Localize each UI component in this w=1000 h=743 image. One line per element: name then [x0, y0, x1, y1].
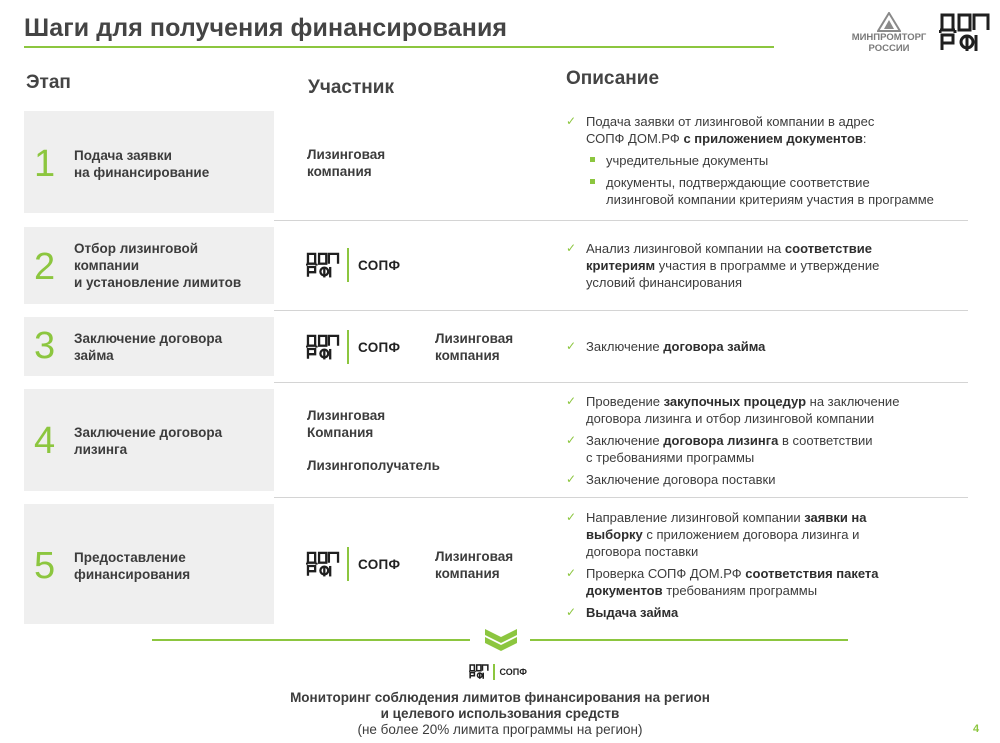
divider-left [152, 639, 470, 641]
check-icon: ✓ [566, 433, 577, 447]
stage-label: Заключение договора лизинга [74, 425, 223, 457]
row-divider [274, 310, 968, 311]
domrf-logo-icon [939, 10, 991, 54]
description-step-3: ✓ Заключение договора займа [566, 339, 766, 354]
participant-lessee: Лизингополучатель [307, 458, 440, 473]
stage-4 [24, 389, 274, 491]
check-icon: ✓ [566, 605, 577, 619]
stage-number: 3 [34, 325, 56, 367]
sopf-label: СОПФ [358, 339, 401, 355]
sopf-label: СОПФ [499, 666, 527, 677]
stage-3 [24, 317, 274, 376]
row-divider [274, 220, 968, 221]
check-icon: ✓ [566, 472, 577, 486]
participant-leasing-company: Лизинговая Компания [307, 408, 386, 440]
minpromtorg-logo [846, 12, 932, 56]
check-icon: ✓ [566, 566, 577, 580]
domrf-logo-icon [306, 249, 340, 281]
bullet-icon [590, 157, 595, 162]
domrf-logo-icon [469, 662, 489, 681]
minpromtorg-name-2: РОССИИ [868, 43, 910, 54]
stage-label: Отбор лизинговой компании и установление лимитов [74, 241, 242, 290]
stage-label: Предоставление финансирования [74, 550, 191, 582]
minpromtorg-name-1: МИНПРОМТОРГ [851, 32, 927, 43]
description-step-2: ✓ Анализ лизинговой компании на соответствие критериям участия в программе и утверждение условий финансирования [566, 241, 880, 290]
sopf-logo [306, 330, 400, 364]
check-icon: ✓ [566, 241, 577, 255]
check-icon: ✓ [566, 510, 577, 524]
row-divider [274, 497, 968, 498]
stage-5 [24, 504, 274, 624]
participant-leasing-company: Лизинговая компания [435, 331, 514, 363]
stage-label: Подача заявки на финансирование [74, 148, 210, 180]
sopf-label: СОПФ [358, 556, 401, 572]
chevron-down-icon [483, 627, 519, 653]
sopf-label: СОПФ [358, 257, 401, 273]
participant-leasing-company: Лизинговая компания [307, 147, 386, 179]
title-underline [24, 46, 774, 48]
divider-right [530, 639, 848, 641]
description-step-1: ✓ Подача заявки от лизинговой компании в адрес СОПФ ДОМ.РФ с приложением документов: учредительные документы документы, подтверждающие соответствие лизинговой компании критериям участия в программе [566, 114, 934, 207]
column-header-stage: Этап [26, 72, 71, 93]
description-step-4: ✓ Проведение закупочных процедур на заключение договора лизинга и отбор лизинговой компании ✓ Заключение договора лизинга в соответствии с требованиями программы ✓ Заключение договора поставки [566, 394, 900, 487]
minpromtorg-logo-icon [877, 12, 901, 32]
column-header-description: Описание [566, 68, 660, 89]
domrf-logo-icon [306, 331, 340, 363]
sopf-logo-small [469, 662, 527, 681]
page-number: 4 [973, 723, 980, 735]
domrf-logo-icon [306, 548, 340, 580]
sopf-logo [306, 547, 400, 581]
stage-number: 5 [34, 545, 56, 587]
row-divider [274, 382, 968, 383]
stage-1 [24, 111, 274, 213]
participant-leasing-company: Лизинговая компания [435, 549, 514, 581]
bullet-icon [590, 179, 595, 184]
monitoring-text: Мониторинг соблюдения лимитов финансирования на регион и целевого использования средств (не более 20% лимита программы на регион) [290, 690, 710, 737]
check-icon: ✓ [566, 339, 577, 353]
check-icon: ✓ [566, 114, 577, 128]
stage-number: 4 [34, 420, 56, 462]
stage-number: 1 [34, 143, 56, 185]
stage-number: 2 [34, 246, 56, 288]
stage-2 [24, 227, 274, 304]
check-icon: ✓ [566, 394, 577, 408]
page-title: Шаги для получения финансирования [24, 14, 508, 42]
stage-label: Заключение договора займа [74, 331, 223, 363]
description-step-5: ✓ Направление лизинговой компании заявки на выборку с приложением договора лизинга и договора поставки ✓ Проверка СОПФ ДОМ.РФ соответствия пакета документов требованиям программы ✓ Выдача займа [566, 510, 879, 620]
sopf-logo [306, 248, 400, 282]
column-header-participant: Участник [308, 77, 394, 98]
